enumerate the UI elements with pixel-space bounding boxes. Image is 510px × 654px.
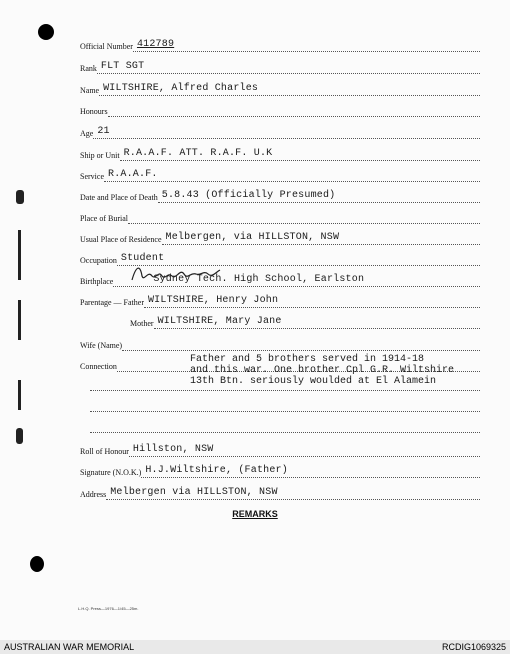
residence-row bbox=[80, 229, 480, 245]
mother-value: WILTSHIRE, Mary Jane bbox=[157, 316, 282, 327]
handwritten-birthplace bbox=[130, 262, 222, 284]
burial-label: Place of Burial bbox=[80, 214, 128, 223]
burial-row bbox=[80, 208, 480, 224]
binding-mark bbox=[16, 190, 24, 204]
birthplace-value: Sydney Tech. High School, Earlston bbox=[153, 274, 365, 285]
occupation-label: Occupation bbox=[80, 256, 117, 265]
name-value: WILTSHIRE, Alfred Charles bbox=[103, 83, 259, 94]
mother-label: Mother bbox=[130, 319, 154, 328]
rank-label: Rank bbox=[80, 64, 97, 73]
ship-value: R.A.A.F. ATT. R.A.F. U.K bbox=[123, 148, 273, 159]
printer-note: L.H.Q. Press—1976—1/45—25m. bbox=[78, 606, 139, 611]
connection-line: 13th Btn. seriously woulded at El Alamein bbox=[190, 376, 437, 387]
ship-label: Ship or Unit bbox=[80, 151, 120, 160]
roll-row bbox=[80, 441, 480, 457]
mother-row bbox=[130, 313, 480, 329]
connection-label: Connection bbox=[80, 362, 117, 371]
punch-hole-top bbox=[38, 24, 54, 40]
binding-mark bbox=[18, 230, 21, 280]
death-row bbox=[80, 187, 480, 203]
wife-label: Wife (Name) bbox=[80, 341, 123, 350]
address-label: Address bbox=[80, 490, 107, 499]
connection-line: Father and 5 brothers served in 1914-18 bbox=[190, 354, 425, 365]
name-row bbox=[80, 80, 480, 96]
official-number-label: Official Number bbox=[80, 42, 133, 51]
connection-dotline bbox=[90, 411, 480, 412]
footer bbox=[0, 640, 510, 654]
name-label: Name bbox=[80, 86, 100, 95]
binding-mark bbox=[16, 428, 23, 444]
footer-institution: AUSTRALIAN WAR MEMORIAL bbox=[4, 642, 135, 652]
age-label: Age bbox=[80, 129, 94, 138]
binding-mark bbox=[18, 300, 21, 340]
service-row bbox=[80, 166, 480, 182]
signature-row bbox=[80, 462, 480, 478]
signature-value: H.J.Wiltshire, (Father) bbox=[145, 465, 288, 476]
punch-hole-bottom bbox=[30, 556, 44, 572]
father-row bbox=[80, 292, 480, 308]
wife-row bbox=[80, 335, 480, 351]
connection-line: and this war. One brother Cpl G.R. Wiltshire bbox=[190, 365, 455, 376]
father-value: WILTSHIRE, Henry John bbox=[147, 295, 279, 306]
death-value: 5.8.43 (Officially Presumed) bbox=[161, 190, 336, 201]
official-number-row bbox=[80, 36, 480, 52]
age-row bbox=[80, 123, 480, 139]
residence-label: Usual Place of Residence bbox=[80, 235, 162, 244]
connection-dotline bbox=[90, 432, 480, 433]
ship-row bbox=[80, 145, 480, 161]
footer-record-id: RCDIG1069325 bbox=[441, 642, 506, 652]
address-value: Melbergen via HILLSTON, NSW bbox=[110, 487, 278, 498]
service-label: Service bbox=[80, 172, 104, 181]
binding-mark bbox=[18, 380, 21, 410]
roll-label: Roll of Honour bbox=[80, 447, 129, 456]
birthplace-label: Birthplace bbox=[80, 277, 114, 286]
rank-row bbox=[80, 58, 480, 74]
age-value: 21 bbox=[97, 126, 110, 137]
residence-value: Melbergen, via HILLSTON, NSW bbox=[165, 232, 340, 243]
rank-value: FLT SGT bbox=[100, 61, 145, 72]
service-value: R.A.A.F. bbox=[108, 169, 158, 180]
death-label: Date and Place of Death bbox=[80, 193, 158, 202]
connection-dotline bbox=[90, 390, 480, 391]
signature-label: Signature (N.O.K.) bbox=[80, 468, 142, 477]
roll-value: Hillston, NSW bbox=[132, 444, 214, 455]
honours-row bbox=[80, 101, 480, 117]
honours-label: Honours bbox=[80, 107, 108, 116]
occupation-value: Student bbox=[120, 253, 165, 264]
official-number-value: 412789 bbox=[136, 39, 175, 50]
remarks-heading: REMARKS bbox=[232, 509, 278, 519]
father-label: Parentage — Father bbox=[80, 298, 144, 307]
address-row bbox=[80, 484, 480, 500]
